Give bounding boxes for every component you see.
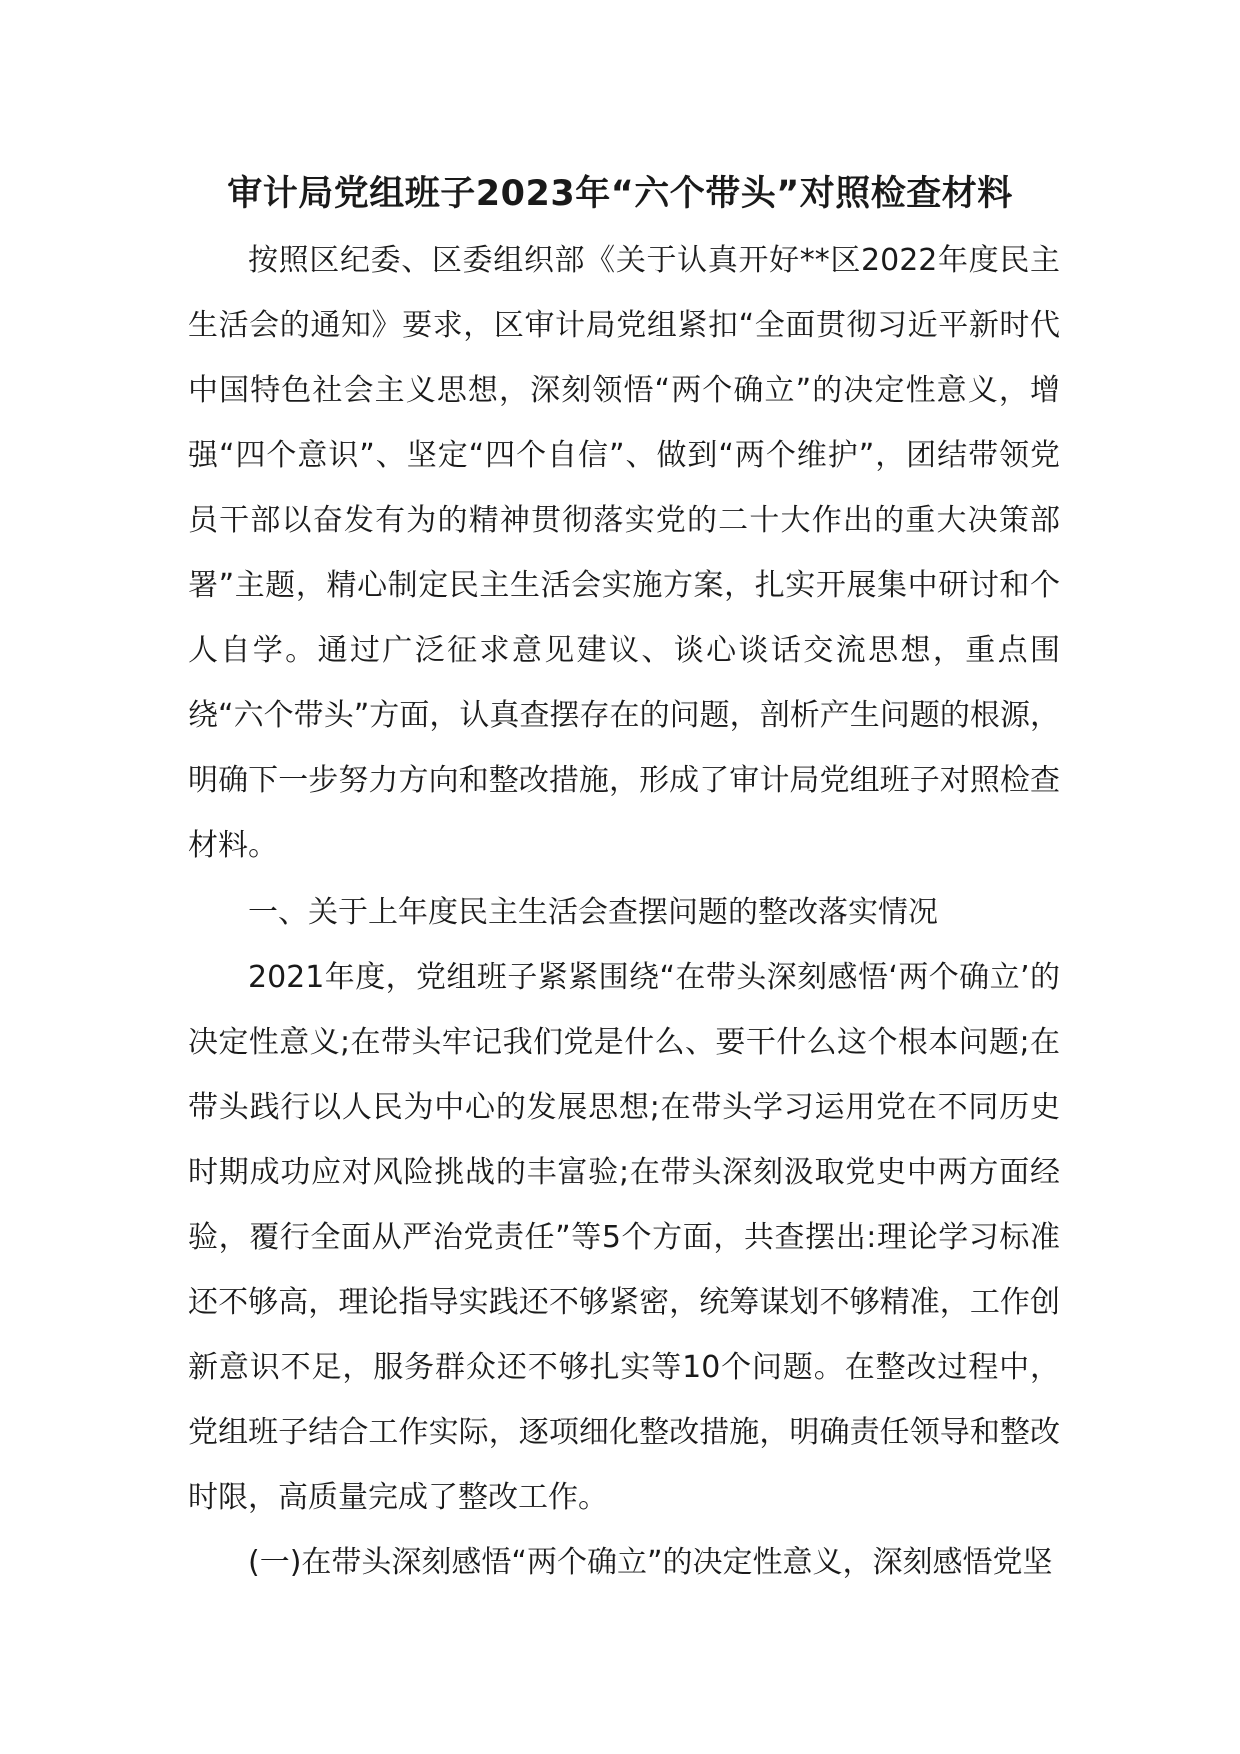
- intro-paragraph: 按照区纪委、区委组织部《关于认真开好**区2022年度民主生活会的通知》要求，区审计局党组紧扣“全面贯彻习近平新时代中国特色社会主义思想，深刻领悟“两个确立”的决定性意义，增强“四个意识”、坚定“四个自信”、做到“两个维护”，团结带领党员干部以奋发有为的精神贯彻落实党的二十大作出的重大决策部署”主题，精心制定民主生活会实施方案，扎实开展集中研讨和个人自学。通过广泛征求意见建议、谈心谈话交流思想，重点围绕“六个带头”方面，认真查摆存在的问题，剖析产生问题的根源，明确下一步努力方向和整改措施，形成了审计局党组班子对照检查材料。: [188, 243, 1060, 863]
- document-title: 审计局党组班子2023年“六个带头”对照检查材料: [227, 174, 1013, 214]
- section-heading-one: 一、关于上年度民主生活会查摆问题的整改落实情况: [248, 895, 938, 930]
- subsection-paragraph: (一)在带头深刻感悟“两个确立”的决定性意义，深刻感悟党坚: [248, 1545, 1053, 1580]
- document-body: [188, 228, 1060, 1595]
- rectification-paragraph: 2021年度，党组班子紧紧围绕“在带头深刻感悟‘两个确立’的决定性意义;在带头牢记我们党是什么、要干什么这个根本问题;在带头践行以人民为中心的发展思想;在带头学习运用党在不同历史时期成功应对风险挑战的丰富验;在带头深刻汲取党史中两方面经验，覆行全面从严治党责任”等5个方面，共查摆出:理论学习标准还不够高，理论指导实践还不够紧密，统筹谋划不够精准，工作创新意识不足，服务群众还不够扎实等10个问题。在整改过程中，党组班子结合工作实际，逐项细化整改措施，明确责任领导和整改时限，高质量完成了整改工作。: [188, 960, 1060, 1515]
